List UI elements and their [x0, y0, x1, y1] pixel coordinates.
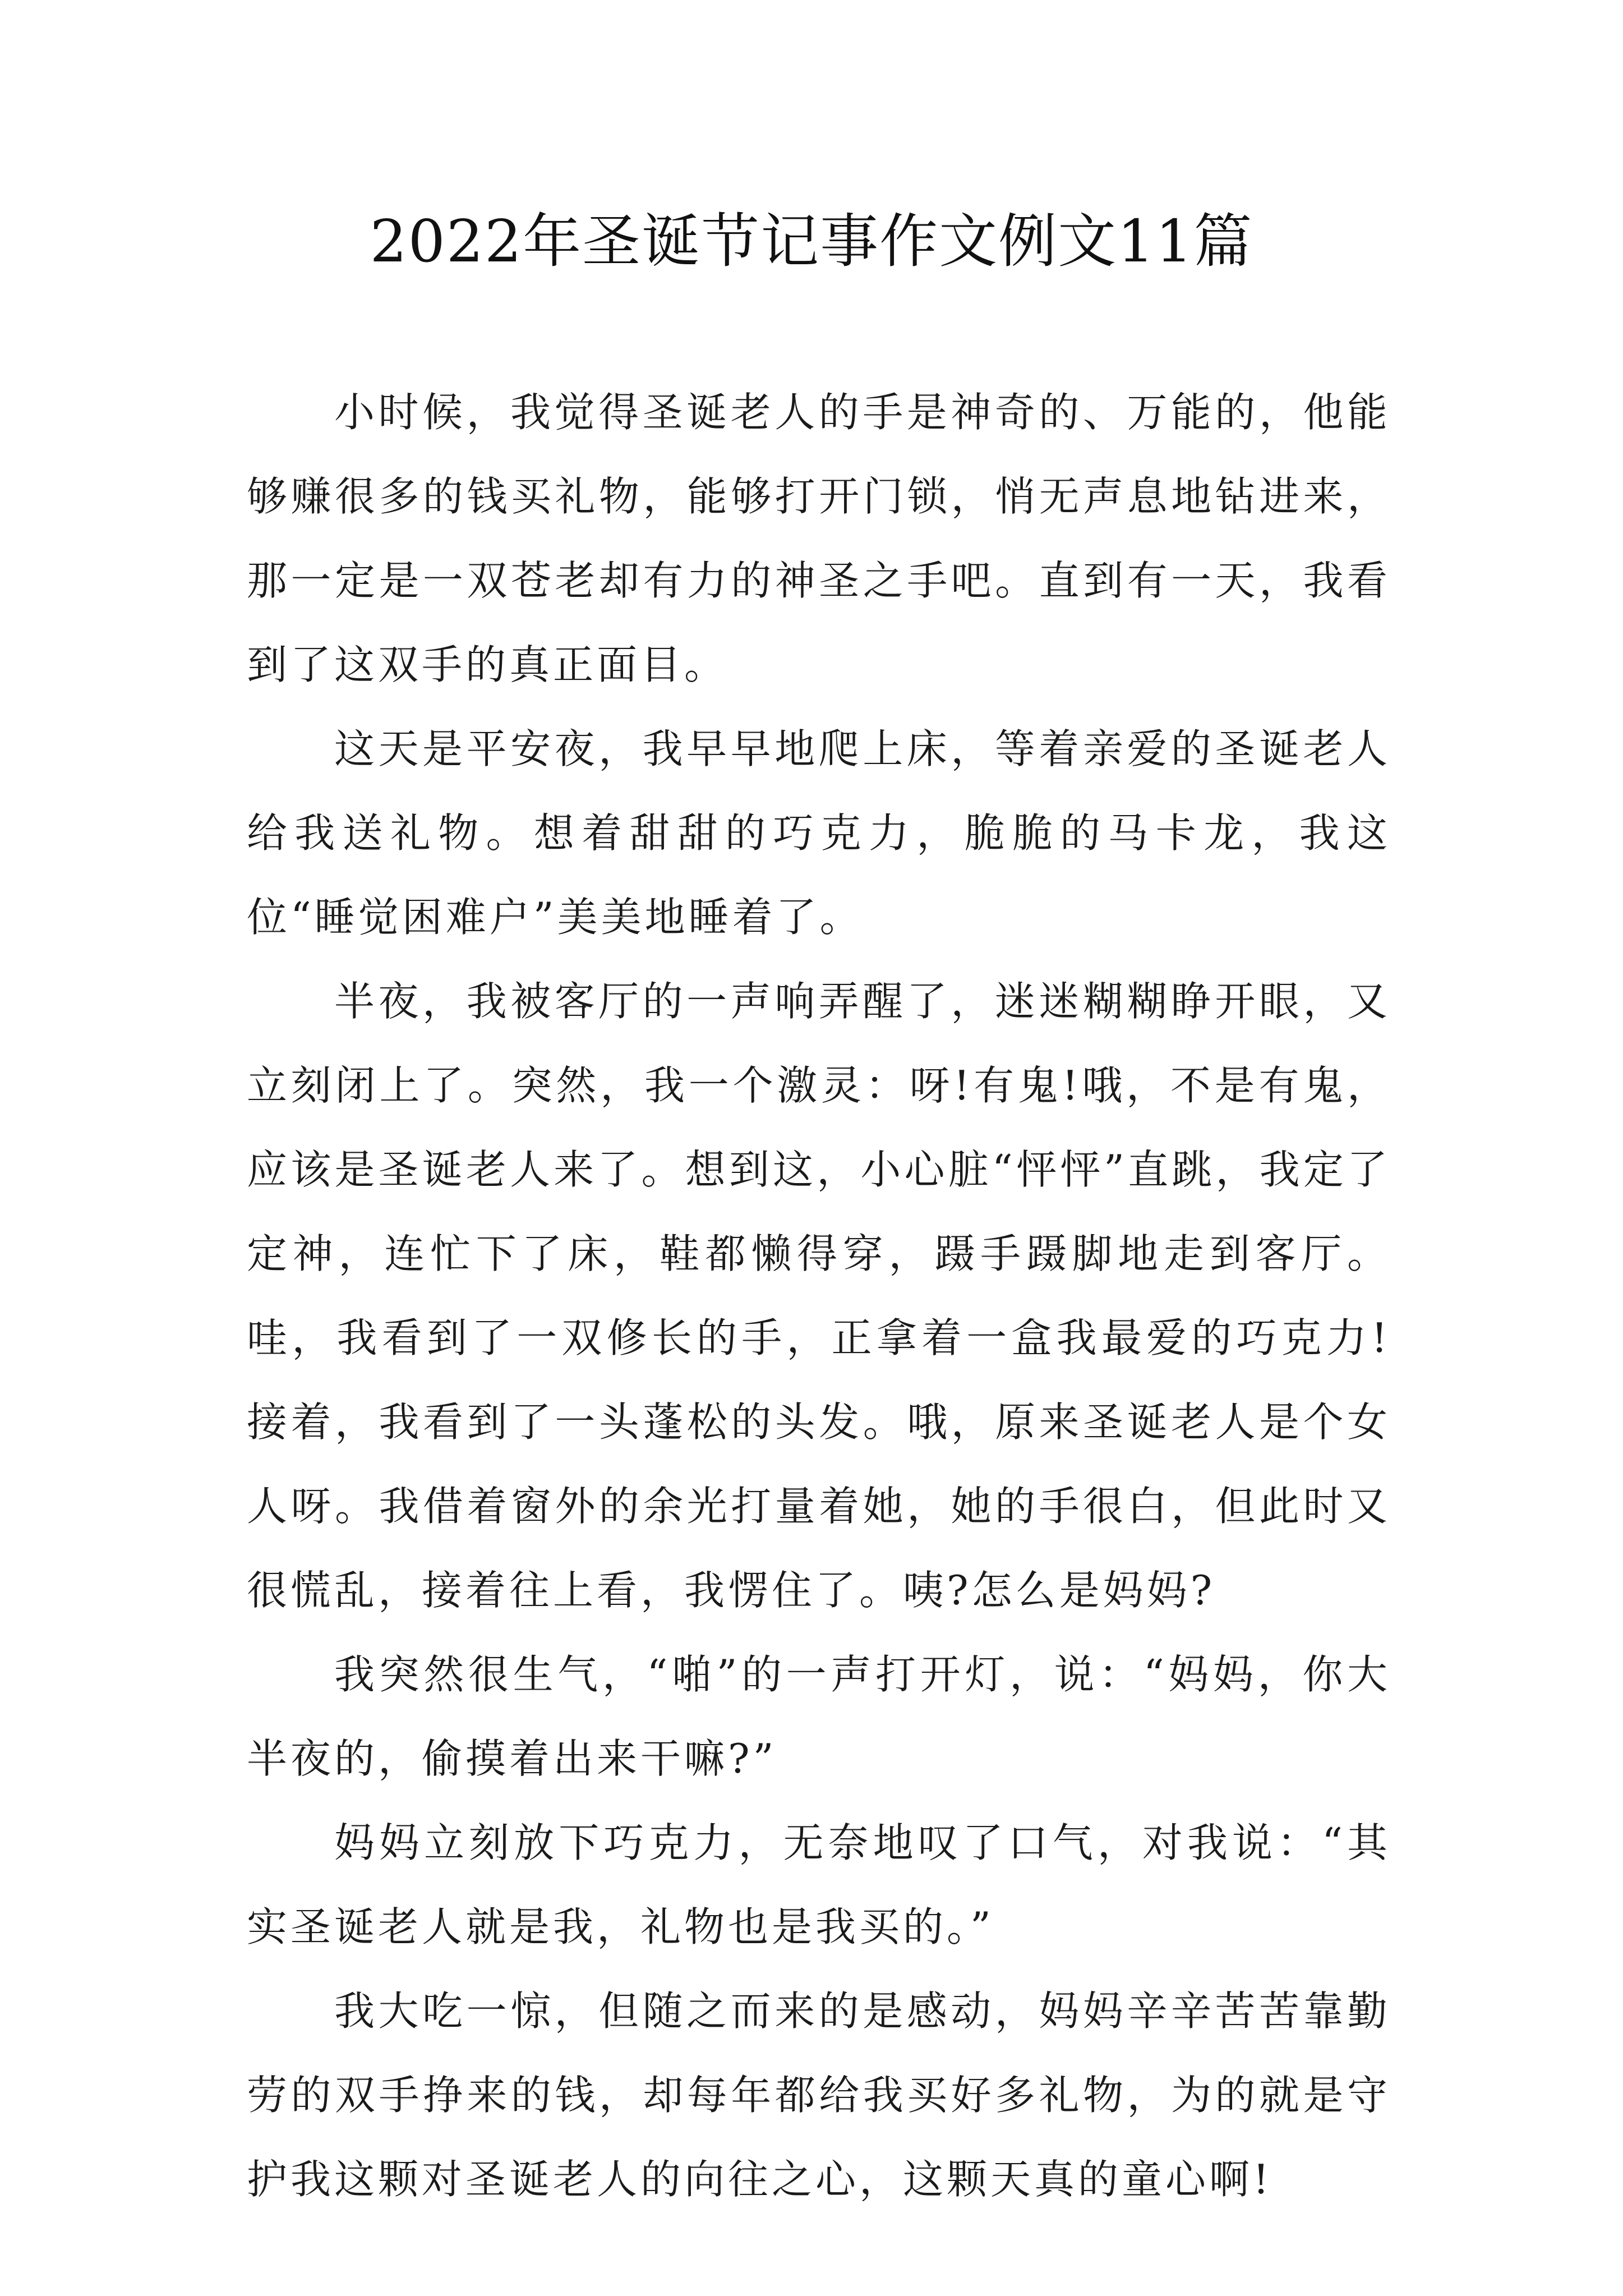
paragraph-3: 半夜，我被客厅的一声响弄醒了，迷迷糊糊睁开眼，又立刻闭上了。突然，我一个激灵：呀!有鬼!哦，不是有鬼，应该是圣诞老人来了。想到这，小心脏“怦怦”直跳，我定了定神，连忙下了床，鞋都懒得穿，蹑手蹑脚地走到客厅。哇，我看到了一双修长的手，正拿着一盒我最爱的巧克力!接着，我看到了一头蓬松的头发。哦，原来圣诞老人是个女人呀。我借着窗外的余光打量着她，她的手很白，但此时又很慌乱，接着往上看，我愣住了。咦?怎么是妈妈?: [247, 978, 1391, 1614]
paragraph-4: 我突然很生气，“啪”的一声打开灯，说：“妈妈，你大半夜的，偷摸着出来干嘛?”: [247, 1651, 1391, 1782]
document-title: 2022年圣诞节记事作文例文11篇: [370, 207, 1253, 275]
paragraph-6: 我大吃一惊，但随之而来的是感动，妈妈辛辛苦苦靠勤劳的双手挣来的钱，却每年都给我买好多礼物，为的就是守护我这颗对圣诞老人的向往之心，这颗天真的童心啊!: [247, 1987, 1391, 2203]
document-body: [247, 370, 1391, 2221]
paragraph-2: 这天是平安夜，我早早地爬上床，等着亲爱的圣诞老人给我送礼物。想着甜甜的巧克力，脆脆的马卡龙，我这位“睡觉困难户”美美地睡着了。: [247, 725, 1391, 941]
paragraph-1: 小时候，我觉得圣诞老人的手是神奇的、万能的，他能够赚很多的钱买礼物，能够打开门锁，悄无声息地钻进来，那一定是一双苍老却有力的神圣之手吧。直到有一天，我看到了这双手的真正面目。: [247, 389, 1391, 688]
paragraph-5: 妈妈立刻放下巧克力，无奈地叹了口气，对我说：“其实圣诞老人就是我，礼物也是我买的。”: [247, 1819, 1391, 1950]
